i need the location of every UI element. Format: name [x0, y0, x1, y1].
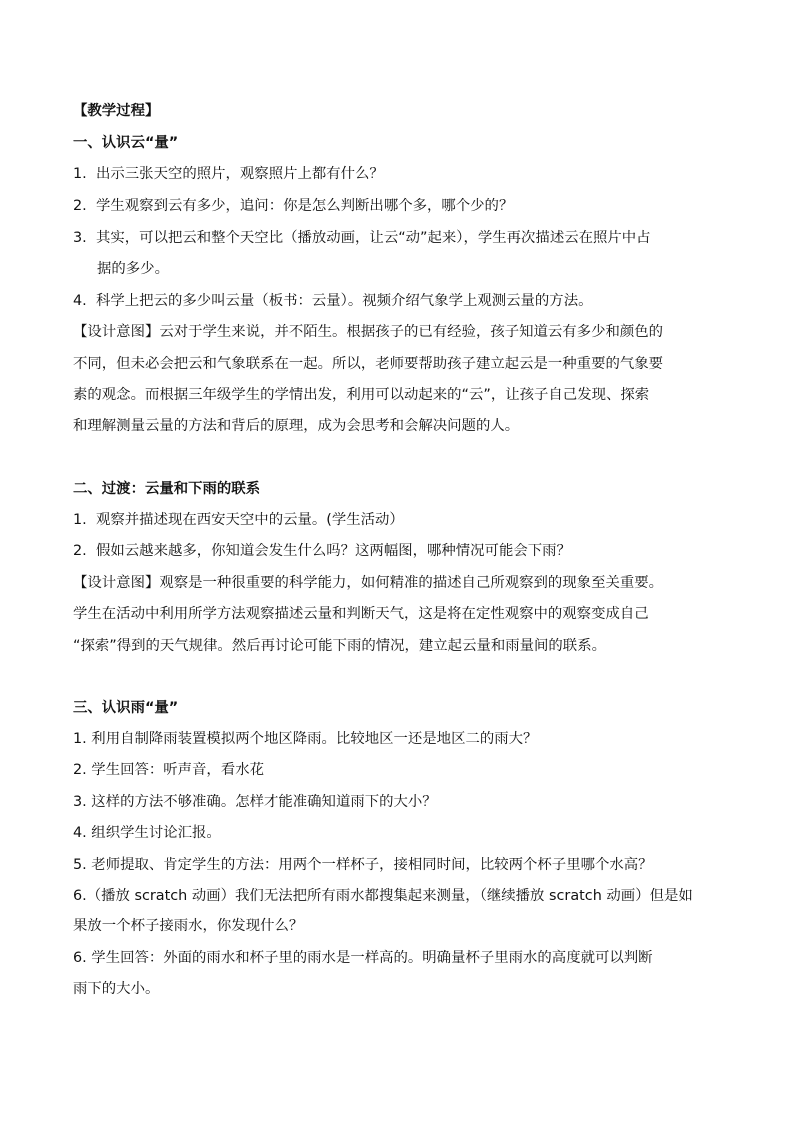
- list-item: 6. 学生回答：外面的雨水和杯子里的雨水是一样高的。明确量杯子里雨水的高度就可以判断: [73, 950, 653, 966]
- design-intent-line: 素的观念。而根据三年级学生的学情出发，利用可以动起来的“云”，让孩子自己发现、探索: [73, 387, 650, 403]
- list-item: [73, 510, 730, 530]
- list-text: 出示三张天空的照片，观察照片上都有什么？: [96, 166, 384, 182]
- design-intent-line: 和理解测量云量的方法和背后的原理，成为会思考和会解决问题的人。: [73, 418, 520, 434]
- section-title: 【教学过程】: [73, 103, 160, 119]
- list-item: 2. 学生回答：听声音，看水花: [73, 762, 264, 778]
- list-number: 1.: [73, 512, 87, 528]
- list-item-continuation: 雨下的大小。: [73, 981, 160, 997]
- list-item: [73, 228, 730, 248]
- list-item: [73, 291, 730, 311]
- list-item: 6.（播放 scratch 动画）我们无法把所有雨水都搜集起来测量，（继续播放 scratch 动画）但是如: [73, 888, 693, 904]
- list-text: 观察并描述现在西安天空中的云量。(学生活动）: [96, 512, 404, 528]
- list-number: 4.: [73, 293, 87, 309]
- design-intent-line: 【设计意图】云对于学生来说，并不陌生。根据孩子的已有经验，孩子知道云有多少和颜色的: [73, 324, 664, 340]
- design-intent-line: “探索”得到的天气规律。然后再讨论可能下雨的情况，建立起云量和雨量间的联系。: [73, 638, 606, 654]
- list-item-continuation: 果放一个杯子接雨水，你发现什么？: [73, 918, 304, 934]
- list-item: [73, 164, 730, 184]
- list-text: 科学上把云的多少叫云量（板书：云量）。视频介绍气象学上观测云量的方法。: [96, 293, 593, 309]
- list-item: 4. 组织学生讨论汇报。: [73, 825, 221, 841]
- design-intent-line: 【设计意图】观察是一种很重要的科学能力，如何精准的描述自己所观察到的现象至关重要。: [73, 575, 664, 591]
- list-text: 其实，可以把云和整个天空比（播放动画，让云“动”起来），学生再次描述云在照片中占: [96, 230, 651, 246]
- design-intent-line: 不同，但未必会把云和气象联系在一起。所以，老师要帮助孩子建立起云是一种重要的气象要: [73, 356, 664, 372]
- section-2-heading: 二、过渡：云量和下雨的联系: [73, 481, 261, 497]
- list-number: 2.: [73, 543, 87, 559]
- list-item-continuation: 据的多少。: [97, 261, 169, 277]
- section-3-heading: 三、认识雨“量”: [73, 700, 179, 716]
- list-text: 学生观察到云有多少，追问：你是怎么判断出哪个多，哪个少的？: [96, 198, 514, 214]
- list-item: 1. 利用自制降雨装置模拟两个地区降雨。比较地区一还是地区二的雨大？: [73, 731, 538, 747]
- list-number: 1.: [73, 166, 87, 182]
- list-number: 3.: [73, 230, 87, 246]
- design-intent-line: 学生在活动中利用所学方法观察描述云量和判断天气，这是将在定性观察中的观察变成自己: [73, 606, 649, 622]
- list-item: [73, 196, 730, 216]
- list-item: [73, 541, 730, 561]
- list-number: 2.: [73, 198, 87, 214]
- list-text: 假如云越来越多，你知道会发生什么吗？这两幅图，哪种情况可能会下雨？: [96, 543, 571, 559]
- list-item: 3. 这样的方法不够准确。怎样才能准确知道雨下的大小？: [73, 794, 437, 810]
- section-1-heading: 一、认识云“量”: [73, 135, 179, 151]
- list-item: 5. 老师提取、肯定学生的方法：用两个一样杯子，接相同时间，比较两个杯子里哪个水高？: [73, 857, 653, 873]
